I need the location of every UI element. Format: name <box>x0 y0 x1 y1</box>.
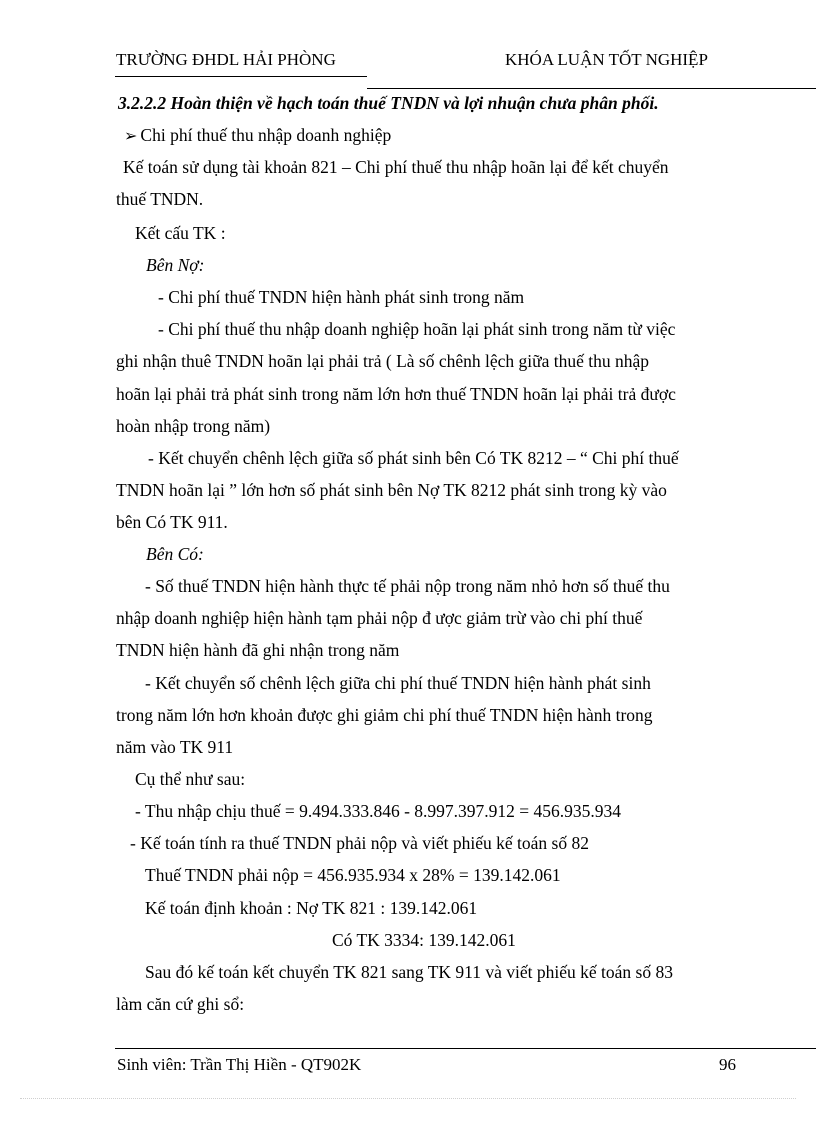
paragraph-line: - Kế toán tính ra thuế TNDN phải nộp và viết phiếu kế toán số 82 <box>130 833 589 853</box>
footer-student: Sinh viên: Trần Thị Hiền - QT902K <box>117 1055 362 1074</box>
paragraph-line: hoàn nhập trong năm) <box>116 416 271 436</box>
paragraph-line: Sau đó kế toán kết chuyển TK 821 sang TK 911 và viết phiếu kế toán số 83 <box>145 962 673 982</box>
journal-entry-debit: Kế toán định khoản : Nợ TK 821 : 139.142.061 <box>145 898 478 918</box>
paragraph-line: trong năm lớn hơn khoản được ghi giảm chi phí thuế TNDN hiện hành trong <box>116 705 653 725</box>
paragraph-line: nhập doanh nghiệp hiện hành tạm phải nộp đ ược giảm trừ vào chi phí thuế <box>116 608 643 628</box>
header-school: TRƯỜNG ĐHDL HẢI PHÒNG <box>116 50 336 69</box>
page-bottom-divider <box>20 1098 796 1099</box>
bullet-heading: Chi phí thuế thu nhập doanh nghiệp <box>140 125 392 145</box>
journal-entry-credit: Có TK 3334: 139.142.061 <box>332 930 516 950</box>
page-number: 96 <box>719 1055 736 1074</box>
paragraph-line: năm vào TK 911 <box>116 737 234 757</box>
footer-rule <box>115 1048 816 1049</box>
paragraph-line: ghi nhận thuê TNDN hoãn lại phải trả ( Là số chênh lệch giữa thuế thu nhập <box>116 351 650 371</box>
paragraph-line: TNDN hiện hành đã ghi nhận trong năm <box>116 640 400 660</box>
paragraph-line: thuế TNDN. <box>116 189 204 209</box>
header-rule-right <box>367 88 816 89</box>
paragraph-line: bên Có TK 911. <box>116 512 228 532</box>
paragraph-line: - Kết chuyển chênh lệch giữa số phát sinh bên Có TK 8212 – “ Chi phí thuế <box>148 448 679 468</box>
paragraph-line: làm căn cứ ghi sổ: <box>116 994 245 1014</box>
paragraph-line: hoãn lại phải trả phát sinh trong năm lớn hơn thuế TNDN hoãn lại phải trả được <box>116 384 676 404</box>
calculation-line: Thuế TNDN phải nộp = 456.935.934 x 28% = 139.142.061 <box>145 865 561 885</box>
paragraph-line: - Số thuế TNDN hiện hành thực tế phải nộp trong năm nhỏ hơn số thuế thu <box>145 576 670 596</box>
paragraph-line: Cụ thể như sau: <box>135 769 246 789</box>
header-thesis: KHÓA LUẬN TỐT NGHIỆP <box>505 50 708 69</box>
debit-side-heading: Bên Nợ: <box>146 255 205 275</box>
calculation-line: - Thu nhập chịu thuế = 9.494.333.846 - 8.997.397.912 = 456.935.934 <box>135 801 622 821</box>
paragraph-line: - Kết chuyển số chênh lệch giữa chi phí thuế TNDN hiện hành phát sinh <box>145 673 651 693</box>
paragraph-line: Kế toán sử dụng tài khoản 821 – Chi phí thuế thu nhập hoãn lại để kết chuyển <box>123 157 669 177</box>
paragraph-line: - Chi phí thuế TNDN hiện hành phát sinh trong năm <box>158 287 525 307</box>
paragraph-line: TNDN hoãn lại ” lớn hơn số phát sinh bên Nợ TK 8212 phát sinh trong kỳ vào <box>116 480 667 500</box>
credit-side-heading: Bên Có: <box>146 544 204 564</box>
arrow-bullet-icon: ➢ <box>124 128 138 145</box>
header-rule-left <box>115 76 367 77</box>
bullet-heading-row <box>124 124 391 148</box>
section-title: 3.2.2.2 Hoàn thiện về hạch toán thuế TNDN và lợi nhuận chưa phân phối. <box>118 93 659 113</box>
paragraph-line: Kết cấu TK : <box>135 223 226 243</box>
paragraph-line: - Chi phí thuế thu nhập doanh nghiệp hoãn lại phát sinh trong năm từ việc <box>158 319 676 339</box>
